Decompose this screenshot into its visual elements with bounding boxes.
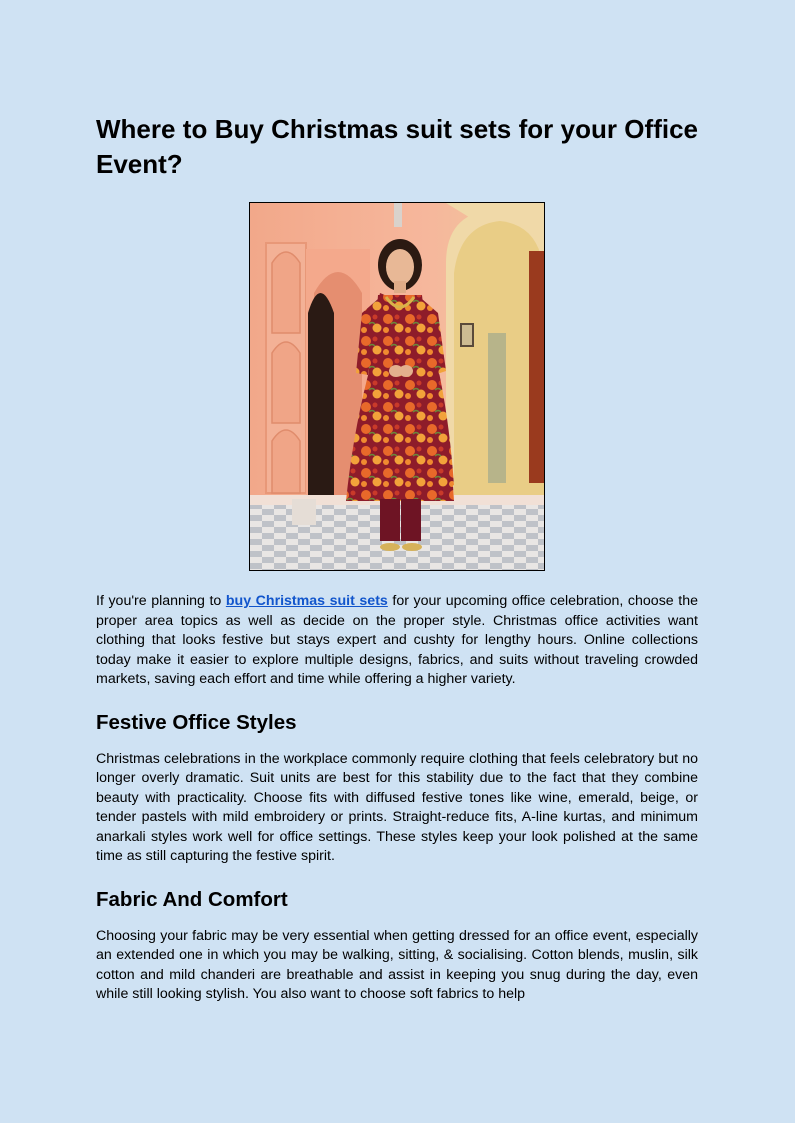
article-title: Where to Buy Christmas suit sets for your Office Event? — [96, 114, 698, 179]
buy-christmas-suit-sets-link[interactable]: buy Christmas suit sets — [225, 593, 388, 609]
intro-text-after: for your upcoming office celebration, choose the proper area topics as well as decide on the proper style. Christmas office activities want clothing that looks festive but stays expert and cushty for lengthy hours. Online collections today make it easier to explore multiple designs, fabrics, and suits without traveling crowded markets, saving each effort and time while offering a higher variety. — [96, 593, 698, 687]
section-heading-festive-office-styles: Festive Office Styles — [96, 710, 297, 734]
product-photo — [249, 202, 545, 571]
article — [96, 112, 698, 1005]
section-heading-fabric-and-comfort: Fabric And Comfort — [96, 887, 288, 911]
intro-paragraph — [96, 592, 698, 690]
intro-text-before: If you're planning to — [96, 593, 226, 609]
section-body-festive-office-styles: Christmas celebrations in the workplace commonly require clothing that feels celebratory but no longer overly dramatic. Suit units are best for this stability due to the fact that they combine beauty with practicality. Choose fits with diffused festive tones like wine, emerald, beige, or tender pastels with mild embroidery or prints. Straight-reduce fits, A-line kurtas, and minimum anarkali styles work well for office settings. These styles keep your look polished at the same time as still capturing the festive spirit. — [96, 750, 698, 864]
section-body-fabric-and-comfort: Choosing your fabric may be very essential when getting dressed for an office event, especially an extended one in which you may be walking, sitting, & socialising. Cotton blends, muslin, silk cotton and mild chanderi are breathable and assist in keeping you snug during the day, even while still looking stylish. You also want to choose soft fabrics to help — [96, 927, 698, 1002]
